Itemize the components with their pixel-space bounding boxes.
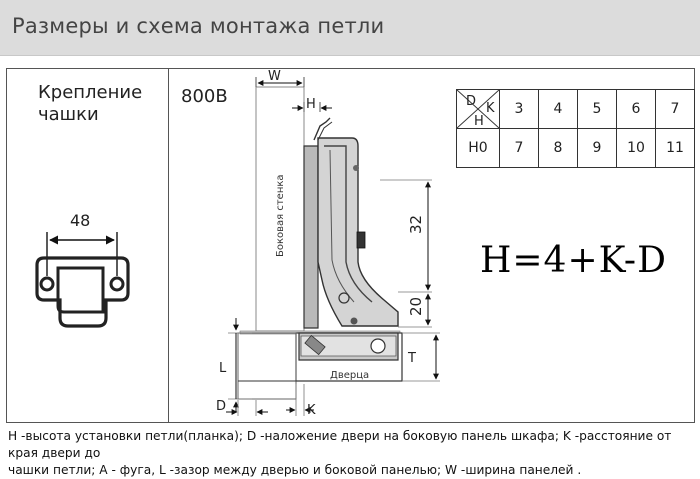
cup-title-line1: Крепление <box>38 82 143 103</box>
corner-h: H <box>474 114 484 128</box>
k-value: 7 <box>656 90 695 129</box>
cup-plate-inner <box>58 268 103 312</box>
k-value: 5 <box>578 90 617 129</box>
model-label: 800B <box>181 86 228 107</box>
h-value: 7 <box>500 129 539 168</box>
footer-line1: H -высота установки петли(планка); D -наложение двери на боковую панель шкафа; K -расстояние от края двери до <box>8 429 672 460</box>
cup-title-line2: чашки <box>38 104 99 125</box>
corner-k: K <box>486 101 495 116</box>
dim-k-label: K <box>307 403 316 418</box>
door <box>238 331 402 399</box>
screw-hole-right <box>111 278 123 290</box>
door-label: Дверца <box>330 370 370 381</box>
dim-32-label: 32 <box>407 214 425 234</box>
page-title: Размеры и схема монтажа петли <box>12 14 385 38</box>
hinge-body <box>304 118 398 328</box>
cup-dim-label: 48 <box>70 211 91 230</box>
row-label: H0 <box>457 129 500 168</box>
footer-line2: чашки петли; A - фуга, L -зазор между дверью и боковой панелью; W -ширина панелей . <box>8 463 582 477</box>
h-value: 11 <box>656 129 695 168</box>
h-value: 10 <box>617 129 656 168</box>
screw-hole-left <box>41 278 53 290</box>
side-wall <box>256 87 304 331</box>
k-value: 6 <box>617 90 656 129</box>
dim-w-label: W <box>268 69 281 84</box>
cup-plate-drawing <box>37 211 128 326</box>
side-wall-label: Боковая стенка <box>275 174 286 257</box>
corner-d: D <box>466 94 477 109</box>
dim-h-label: H <box>306 97 316 112</box>
footer-legend <box>8 428 698 479</box>
dim-l-label: L <box>219 361 227 376</box>
dim-d-label: D <box>216 399 227 414</box>
h-value: 8 <box>539 129 578 168</box>
formula: H=4+K-D <box>480 240 667 281</box>
dim-t-label: T <box>408 351 416 366</box>
dim-20-label: 20 <box>407 296 425 316</box>
k-value: 4 <box>539 90 578 129</box>
k-value: 3 <box>500 90 539 129</box>
h-value: 9 <box>578 129 617 168</box>
